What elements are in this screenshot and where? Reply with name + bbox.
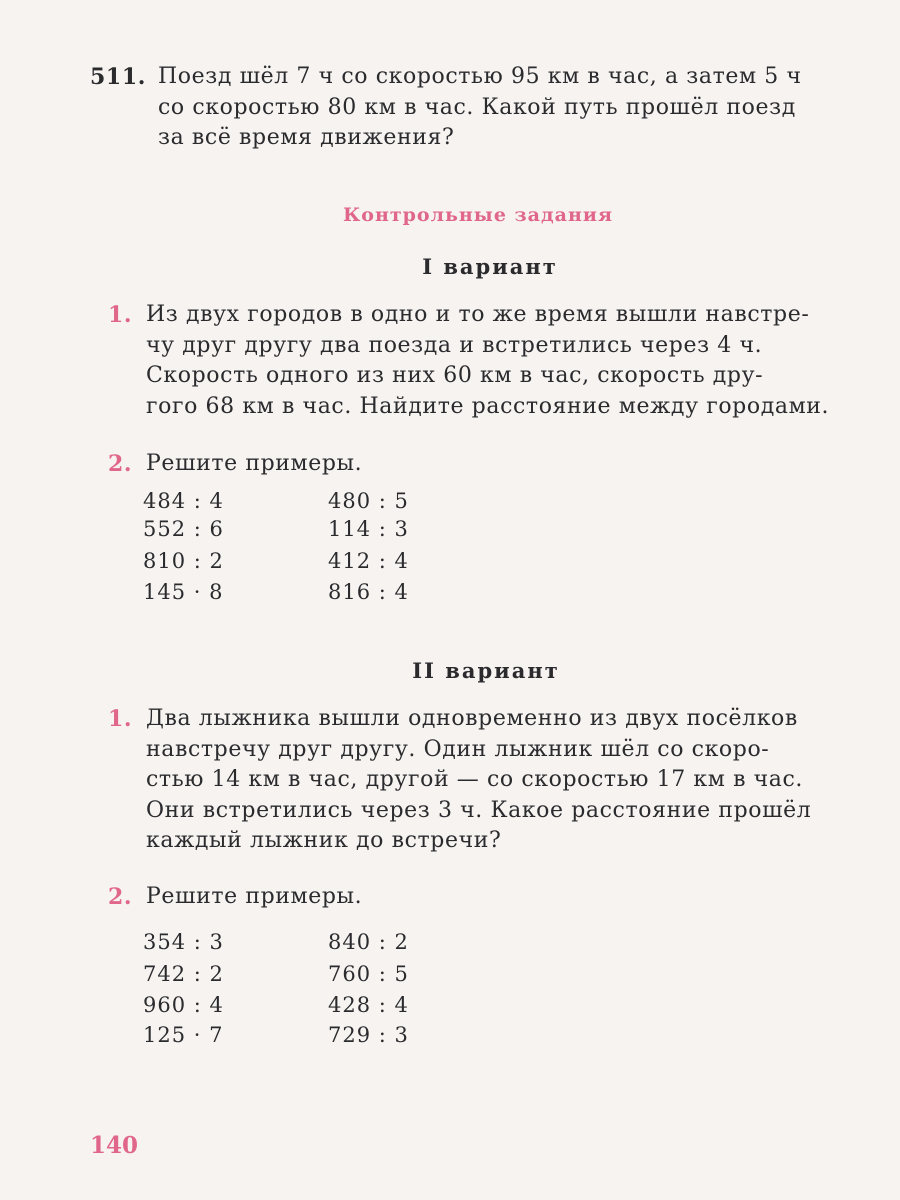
task-line: Из двух городов в одно и то же время вышли навстре-: [146, 302, 810, 327]
example: 810 : 2: [143, 549, 224, 573]
example: 960 : 4: [143, 993, 224, 1017]
section-title: Контрольные задания: [343, 204, 613, 226]
task-number: 2.: [108, 884, 133, 910]
task-line: Они встретились через 3 ч. Какое расстояние прошёл: [146, 797, 812, 823]
task-line: навстречу друг другу. Один лыжник шёл со скоро-: [146, 736, 770, 762]
example: 354 : 3: [143, 930, 224, 954]
task-number: 2.: [108, 451, 133, 477]
task-number: 1.: [108, 706, 133, 732]
task-number: 1.: [108, 302, 133, 328]
task-text: Решите примеры.: [146, 884, 363, 909]
example: 412 : 4: [328, 549, 409, 573]
variant-1-title: I вариант: [422, 254, 558, 279]
task-line: Скорость одного из них 60 км в час, скорость дру-: [146, 363, 764, 388]
example: 125 · 7: [143, 1023, 224, 1047]
page-number: 140: [90, 1132, 139, 1159]
task-line: гого 68 км в час. Найдите расстояние между городами.: [146, 393, 830, 419]
variant-2-title: II вариант: [412, 658, 560, 683]
task-line: Два лыжника вышли одновременно из двух посёлков: [146, 706, 798, 731]
problem-line: со скоростью 80 км в час. Какой путь прошёл поезд: [158, 94, 796, 120]
example: 114 : 3: [328, 517, 409, 541]
example: 428 : 4: [328, 993, 409, 1017]
task-line: стью 14 км в час, другой — со скоростью 17 км в час.: [146, 767, 804, 792]
example: 552 : 6: [143, 517, 224, 541]
task-text: Решите примеры.: [146, 451, 363, 476]
example: 816 : 4: [328, 580, 409, 604]
example: 145 · 8: [143, 580, 224, 604]
problem-line: Поезд шёл 7 ч со скоростью 95 км в час, а затем 5 ч: [158, 64, 802, 89]
task-line: каждый лыжник до встречи?: [146, 828, 502, 853]
example: 484 : 4: [143, 489, 224, 513]
example: 742 : 2: [143, 962, 224, 986]
example: 480 : 5: [328, 489, 409, 513]
problem-line: за всё время движения?: [158, 125, 455, 150]
task-line: чу друг другу два поезда и встретились через 4 ч.: [146, 332, 763, 358]
example: 729 : 3: [328, 1023, 409, 1047]
example: 840 : 2: [328, 930, 409, 954]
problem-number: 511.: [90, 64, 146, 90]
example: 760 : 5: [328, 962, 409, 986]
